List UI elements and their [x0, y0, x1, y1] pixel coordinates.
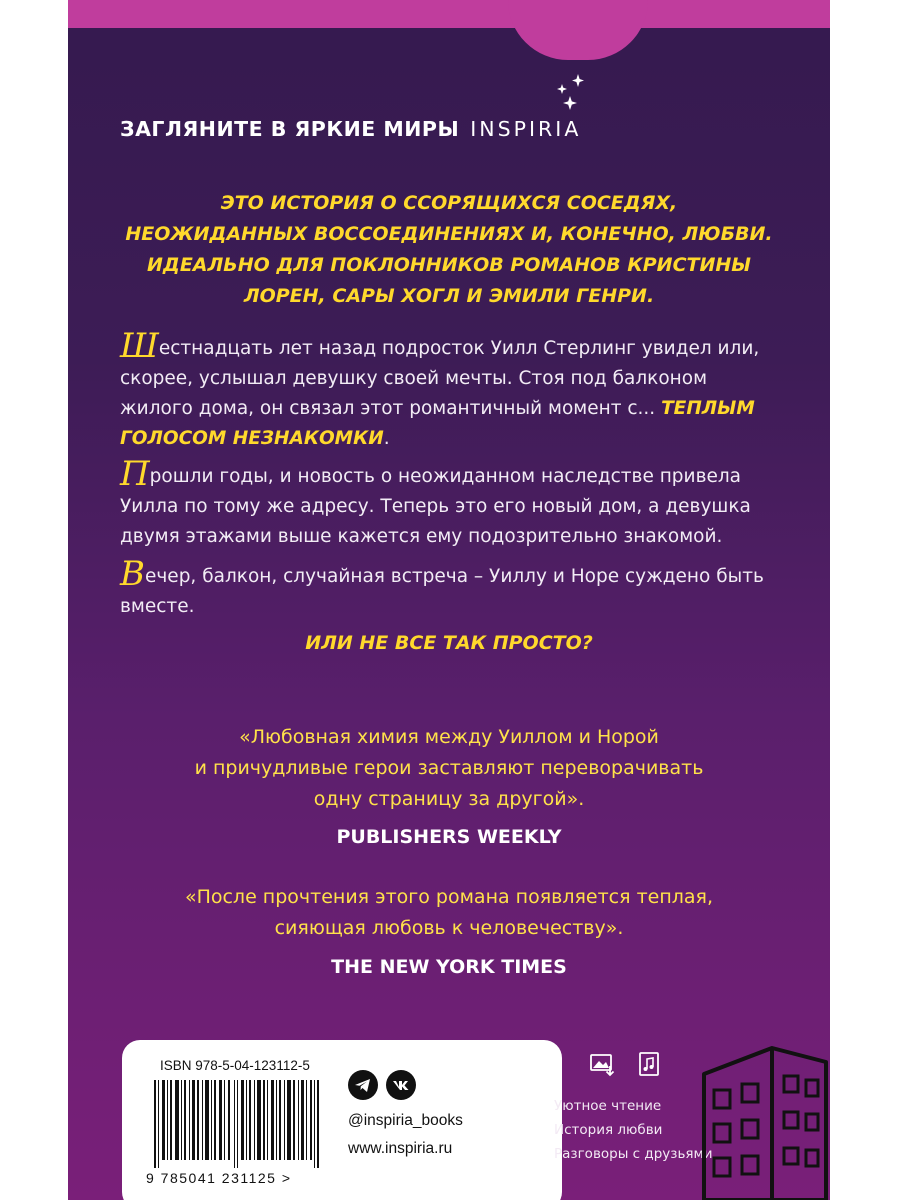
tagline-line: НЕОЖИДАННЫХ ВОССОЕДИНЕНИЯХ И, КОНЕЧНО, ЛЮБВИ. — [125, 223, 773, 245]
quote-source: PUBLISHERS WEEKLY — [336, 826, 562, 848]
quote-1 — [108, 722, 790, 815]
sparkle-icon: ✦ — [528, 1099, 539, 1113]
quote-line: «Любовная химия между Уиллом и Норой — [239, 726, 659, 748]
quote-line: сияющая любовь к человечеству». — [274, 917, 624, 939]
paragraph-1 — [120, 326, 780, 454]
audiobook-icon — [528, 1050, 558, 1078]
vk-icon[interactable] — [386, 1070, 416, 1100]
tagline-line: ЭТО ИСТОРИЯ О ССОРЯЩИХСЯ СОСЕДЯХ, — [220, 192, 678, 214]
feature-label: Уютное чтение — [554, 1098, 662, 1114]
brand-name: INSPIRIA — [470, 117, 582, 141]
paragraph-highlight: ТЕПЛЫМ ГОЛОСОМ НЕЗНАКОМКИ — [120, 398, 755, 449]
website-link[interactable]: www.inspiria.ru — [348, 1140, 453, 1157]
top-tab — [68, 0, 830, 28]
telegram-icon[interactable] — [348, 1070, 378, 1100]
paragraph-end: . — [383, 428, 390, 449]
drop-cap: П — [120, 454, 150, 494]
feature-item — [528, 1094, 713, 1118]
isbn-panel — [122, 1040, 562, 1200]
feature-item — [528, 1142, 713, 1166]
question-line: ИЛИ НЕ ВСЕ ТАК ПРОСТО? — [305, 632, 593, 654]
top-notch — [508, 0, 648, 60]
feature-item — [528, 1118, 713, 1142]
sparkle-icon — [552, 72, 592, 112]
paragraph-text: естнадцать лет назад подросток Уилл Стерлинг увидел или, скорее, услышал девушку своей мечты. Стоя под балконом жилого дома, он связал этот романтичный момент с... — [120, 338, 760, 419]
tagline-line: ЛОРЕН, САРЫ ХОГЛ И ЭМИЛИ ГЕНРИ. — [243, 285, 655, 307]
sparkle-icon: ✦ — [528, 1147, 539, 1161]
barcode-digits: 9 785041 231125 > — [146, 1170, 292, 1186]
building-icon — [700, 1028, 830, 1200]
drop-cap: В — [120, 554, 145, 594]
tagline — [108, 188, 790, 312]
illustration-icon — [588, 1050, 618, 1078]
music-icon — [634, 1050, 664, 1078]
sparkle-icon: ✦ — [528, 1123, 539, 1137]
paragraph-text: ечер, балкон, случайная встреча – Уиллу и Норе суждено быть вместе. — [120, 566, 764, 617]
feature-list — [528, 1094, 713, 1166]
quote-line: и причудливые герои заставляют переворачивать — [194, 757, 704, 779]
tagline-line: ИДЕАЛЬНО ДЛЯ ПОКЛОННИКОВ РОМАНОВ КРИСТИНЫ — [147, 254, 751, 276]
drop-cap: Ш — [120, 326, 159, 366]
quote-line: одну страницу за другой». — [313, 788, 585, 810]
quote-line: «После прочтения этого романа появляется теплая, — [184, 886, 714, 908]
paragraph-3 — [120, 554, 780, 622]
social-handle[interactable]: @inspiria_books — [348, 1112, 463, 1129]
brand-line — [120, 117, 581, 141]
paragraph-text: рошли годы, и новость о неожиданном наследстве привела Уилла по тому же адресу. Теперь это его новый дом, а девушка двумя этажами выше кажется ему подозрительно знакомой. — [120, 466, 751, 547]
quote-2 — [108, 882, 790, 944]
isbn-number: ISBN 978-5-04-123112-5 — [160, 1058, 310, 1073]
brand-headline: ЗАГЛЯНИТЕ В ЯРКИЕ МИРЫ — [120, 117, 460, 141]
barcode — [154, 1080, 324, 1168]
feature-label: Разговоры с друзьями — [554, 1146, 713, 1162]
quote-source: THE NEW YORK TIMES — [331, 956, 567, 978]
paragraph-2 — [120, 454, 780, 552]
feature-label: История любви — [554, 1122, 663, 1138]
book-back-cover — [68, 0, 830, 1200]
